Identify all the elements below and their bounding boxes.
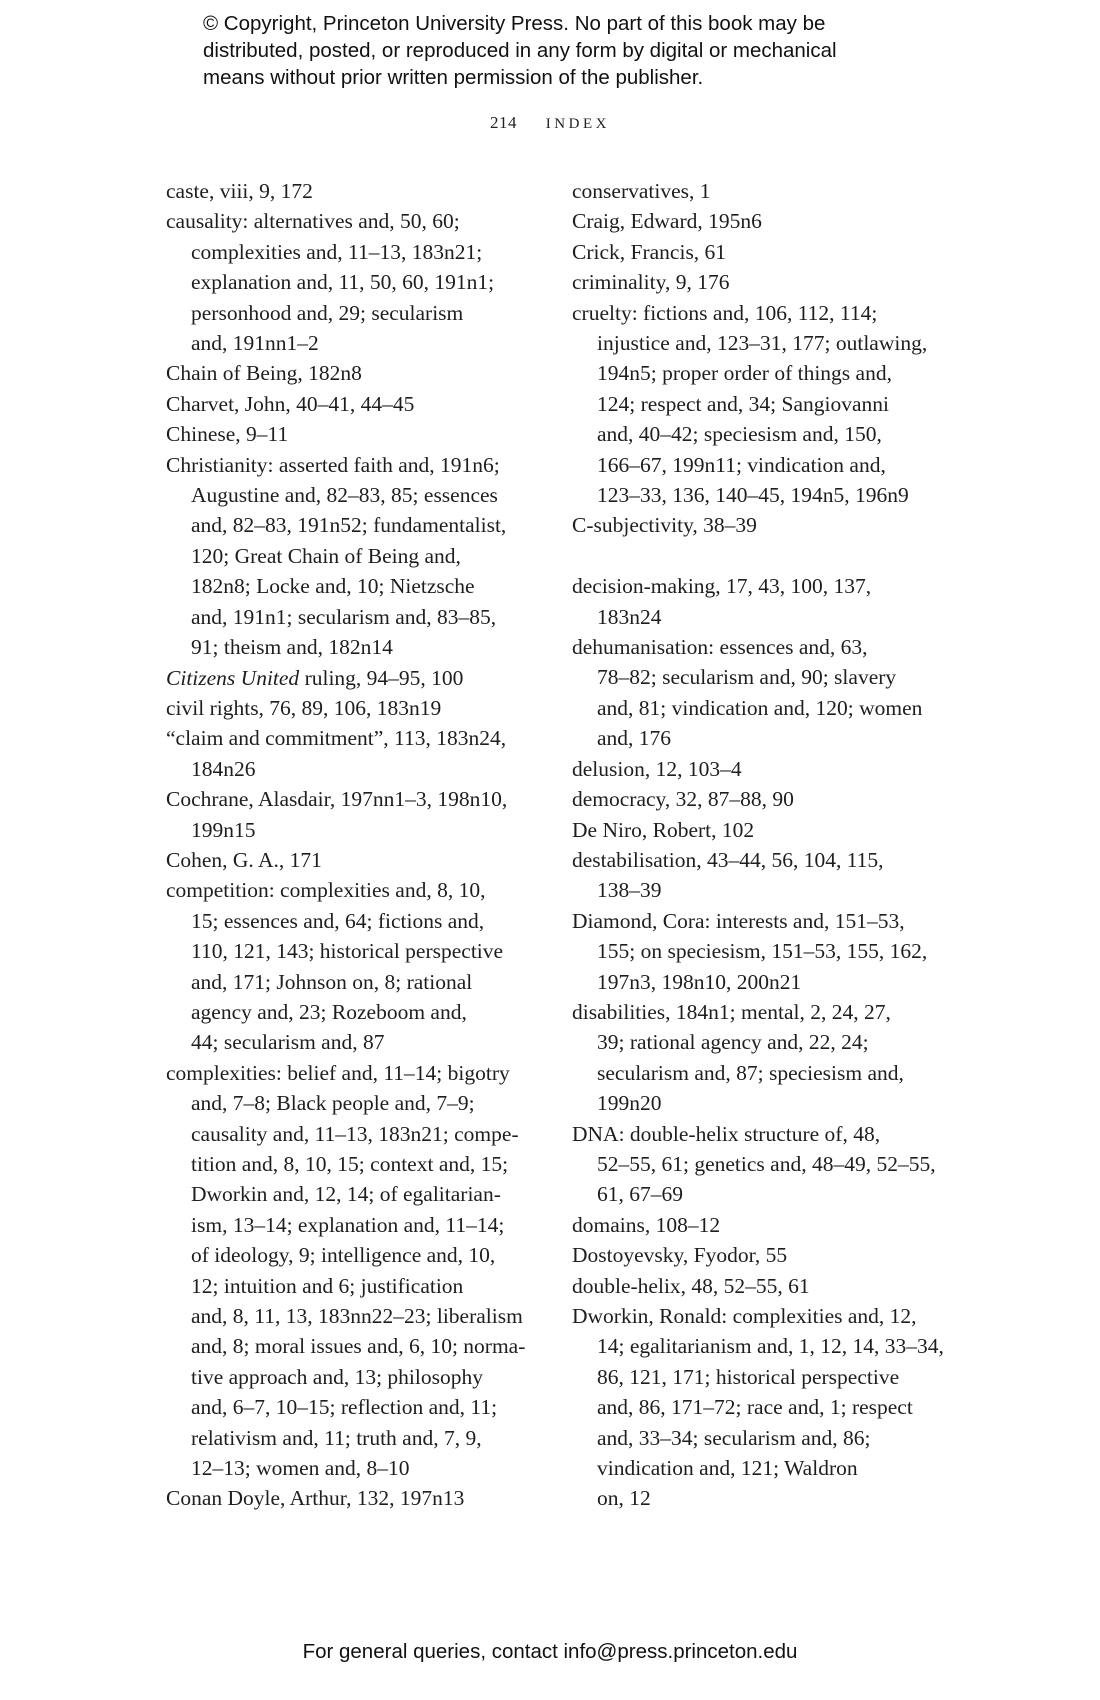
index-entry-line: 15; essences and, 64; fictions and,: [191, 908, 485, 933]
index-entry-line: 194n5; proper order of things and,: [597, 361, 892, 386]
index-entry-line: destabilisation, 43–44, 56, 104, 115,: [572, 847, 884, 872]
index-entry-line: 182n8; Locke and, 10; Nietzsche: [191, 574, 475, 599]
index-entry: [572, 1301, 944, 1514]
index-entry-line: 91; theism and, 182n14: [191, 635, 393, 660]
index-entry-line: relativism and, 11; truth and, 7, 9,: [191, 1425, 482, 1450]
index-entry: [166, 358, 538, 388]
index-entry-line: double-helix, 48, 52–55, 61: [572, 1273, 810, 1298]
running-head: [0, 113, 1100, 133]
index-entry: [572, 632, 944, 754]
index-entry-line: Crick, Francis, 61: [572, 239, 727, 264]
index-entry: [572, 298, 944, 511]
index-entry: [166, 1483, 538, 1513]
index-entry: [572, 1240, 944, 1270]
index-entry-line: and, 191nn1–2: [191, 331, 319, 356]
copyright-notice: [203, 10, 963, 91]
index-entry-line: and, 191n1; secularism and, 83–85,: [191, 604, 497, 629]
index-entry-line: Cochrane, Alasdair, 197nn1–3, 198n10,: [166, 787, 508, 812]
index-entry-line: and, 86, 171–72; race and, 1; respect: [597, 1395, 913, 1420]
index-entry-line: 12; intuition and 6; justification: [191, 1273, 464, 1298]
index-entry-line: 120; Great Chain of Being and,: [191, 543, 461, 568]
index-entry-line: domains, 108–12: [572, 1212, 721, 1237]
index-entry-line: dehumanisation: essences and, 63,: [572, 635, 868, 660]
index-entry-line: secularism and, 87; speciesism and,: [597, 1060, 904, 1085]
section-title: INDEX: [545, 116, 610, 132]
index-entry-line: agency and, 23; Rozeboom and,: [191, 999, 467, 1024]
index-entry: [166, 1058, 538, 1484]
index-entry-line: of ideology, 9; intelligence and, 10,: [191, 1243, 496, 1268]
index-entry-line: cruelty: fictions and, 106, 112, 114;: [572, 300, 878, 325]
index-entry: [166, 419, 538, 449]
index-entry-line: and, 7–8; Black people and, 7–9;: [191, 1091, 475, 1116]
index-entry-line: and, 82–83, 191n52; fundamentalist,: [191, 513, 507, 538]
index-entry-line: delusion, 12, 103–4: [572, 756, 742, 781]
index-entry-line: 110, 121, 143; historical perspective: [191, 939, 504, 964]
index-entry-line: civil rights, 76, 89, 106, 183n19: [166, 695, 442, 720]
case-name-italic: Citizens United: [166, 665, 300, 690]
index-entry-line: 61, 67–69: [597, 1182, 683, 1207]
copyright-line: © Copyright, Princeton University Press. No part of this book may be: [203, 12, 826, 35]
index-entry-line: 12–13; women and, 8–10: [191, 1456, 410, 1481]
index-entry-line: and, 81; vindication and, 120; women: [597, 695, 923, 720]
index-entry-line: Chinese, 9–11: [166, 422, 289, 447]
index-group-c: [572, 176, 944, 541]
index-entry-line: caste, viii, 9, 172: [166, 179, 313, 203]
index-entry-line: 183n24: [597, 604, 662, 629]
index-entry-line: complexities: belief and, 11–14; bigotry: [166, 1060, 510, 1085]
index-entry-line: conservatives, 1: [572, 179, 711, 203]
index-entry-line: Citizens United ruling, 94–95, 100: [166, 665, 464, 690]
index-entry-line: Dworkin and, 12, 14; of egalitarian-: [191, 1182, 501, 1207]
index-entry: [166, 723, 538, 784]
index-entry-line: Dworkin, Ronald: complexities and, 12,: [572, 1304, 917, 1329]
index-entry: [572, 206, 944, 236]
index-entry: [166, 450, 538, 663]
index-entry: [572, 906, 944, 997]
index-entry-line: 199n20: [597, 1091, 662, 1116]
index-entry: [572, 784, 944, 814]
index-entry: [166, 845, 538, 875]
index-entry-line: and, 40–42; speciesism and, 150,: [597, 422, 882, 447]
letter-gap: [572, 541, 944, 571]
page-number: 214: [490, 113, 518, 132]
index-entry: [572, 754, 944, 784]
index-entry: [572, 1271, 944, 1301]
index-entry-line: disabilities, 184n1; mental, 2, 24, 27,: [572, 999, 891, 1024]
index-entry-line: Augustine and, 82–83, 85; essences: [191, 483, 498, 508]
index-entry: [166, 206, 538, 358]
index-entry-line: Christianity: asserted faith and, 191n6;: [166, 452, 500, 477]
footer-contact: For general queries, contact info@press.princeton.edu: [302, 1640, 798, 1663]
index-entry-line: 184n26: [191, 756, 256, 781]
index-entry-line: and, 171; Johnson on, 8; rational: [191, 969, 473, 994]
index-entry-line: 52–55, 61; genetics and, 48–49, 52–55,: [597, 1151, 936, 1176]
index-entry-line: 39; rational agency and, 22, 24;: [597, 1030, 869, 1055]
index-entry-line: “claim and commitment”, 113, 183n24,: [166, 726, 507, 751]
index-entry-line: causality: alternatives and, 50, 60;: [166, 209, 460, 234]
index-entry: [572, 571, 944, 632]
index-entry-line: decision-making, 17, 43, 100, 137,: [572, 574, 872, 599]
index-entry-line: tition and, 8, 10, 15; context and, 15;: [191, 1152, 509, 1176]
index-entry: [572, 1210, 944, 1240]
index-column-right: [572, 176, 944, 1514]
index-entry-line: and, 6–7, 10–15; reflection and, 11;: [191, 1395, 498, 1420]
index-entry-line: competition: complexities and, 8, 10,: [166, 878, 486, 903]
index-entry-line: on, 12: [597, 1486, 651, 1511]
index-entry-line: and, 33–34; secularism and, 86;: [597, 1425, 871, 1450]
index-entry-line: causality and, 11–13, 183n21; compe-: [191, 1121, 519, 1146]
index-entry-line: democracy, 32, 87–88, 90: [572, 787, 794, 812]
index-entry-line: 155; on speciesism, 151–53, 155, 162,: [597, 939, 928, 964]
index-entry-line: C-subjectivity, 38–39: [572, 513, 757, 538]
index-entry: [166, 875, 538, 1057]
index-entry-line: 166–67, 199n11; vindication and,: [597, 452, 886, 477]
index-entry-line: ism, 13–14; explanation and, 11–14;: [191, 1212, 505, 1237]
index-entry-line: Chain of Being, 182n8: [166, 361, 362, 386]
index-entry: [166, 663, 538, 693]
index-entry: [572, 237, 944, 267]
index-entry: [572, 845, 944, 906]
index-entry: [572, 1119, 944, 1210]
index-group-d: [572, 571, 944, 1514]
index-entry: [166, 389, 538, 419]
index-entry-line: Dostoyevsky, Fyodor, 55: [572, 1243, 788, 1268]
index-entry-line: DNA: double-helix structure of, 48,: [572, 1121, 881, 1146]
index-entry-line: De Niro, Robert, 102: [572, 817, 755, 842]
index-entry-line: 138–39: [597, 878, 662, 903]
index-entry-line: Conan Doyle, Arthur, 132, 197n13: [166, 1486, 465, 1511]
index-entry-line: 197n3, 198n10, 200n21: [597, 969, 802, 994]
index-entry: [572, 997, 944, 1119]
copyright-line: distributed, posted, or reproduced in any form by digital or mechanical: [203, 39, 837, 62]
index-entry-line: 123–33, 136, 140–45, 194n5, 196n9: [597, 483, 909, 508]
index-entry-line: vindication and, 121; Waldron: [597, 1456, 858, 1481]
index-entry-line: personhood and, 29; secularism: [191, 300, 464, 325]
index-entry-line: 78–82; secularism and, 90; slavery: [597, 665, 897, 690]
index-entry-line: 44; secularism and, 87: [191, 1030, 385, 1055]
index-entry: [572, 815, 944, 845]
index-entry: [572, 267, 944, 297]
index-entry-line: Craig, Edward, 195n6: [572, 209, 762, 234]
index-entry-line: 199n15: [191, 817, 256, 842]
index-entry-line: criminality, 9, 176: [572, 270, 730, 295]
index-entry-line: and, 8; moral issues and, 6, 10; norma-: [191, 1334, 526, 1359]
index-entry-line: Diamond, Cora: interests and, 151–53,: [572, 908, 905, 933]
index-column-left: [166, 176, 538, 1514]
index-entry-line: tive approach and, 13; philosophy: [191, 1364, 483, 1389]
copyright-line: means without prior written permission of the publisher.: [203, 66, 704, 89]
index-entry-line: 124; respect and, 34; Sangiovanni: [597, 391, 889, 416]
index-entry: [166, 784, 538, 845]
index-entry-line: Charvet, John, 40–41, 44–45: [166, 391, 415, 416]
index-entry-line: explanation and, 11, 50, 60, 191n1;: [191, 270, 495, 295]
index-entry: [572, 176, 944, 206]
index-entry-line: 86, 121, 171; historical perspective: [597, 1364, 900, 1389]
index-entry: [166, 693, 538, 723]
index-entry-line: injustice and, 123–31, 177; outlawing,: [597, 331, 928, 356]
index-entry-line: and, 8, 11, 13, 183nn22–23; liberalism: [191, 1304, 523, 1329]
index-entry-line: Cohen, G. A., 171: [166, 847, 322, 872]
index-entry-line: and, 176: [597, 726, 672, 751]
index-entry-line: 14; egalitarianism and, 1, 12, 14, 33–34,: [597, 1334, 944, 1359]
index-entry: [166, 176, 538, 206]
index-entry: [572, 510, 944, 540]
index-entry-line: complexities and, 11–13, 183n21;: [191, 239, 483, 264]
